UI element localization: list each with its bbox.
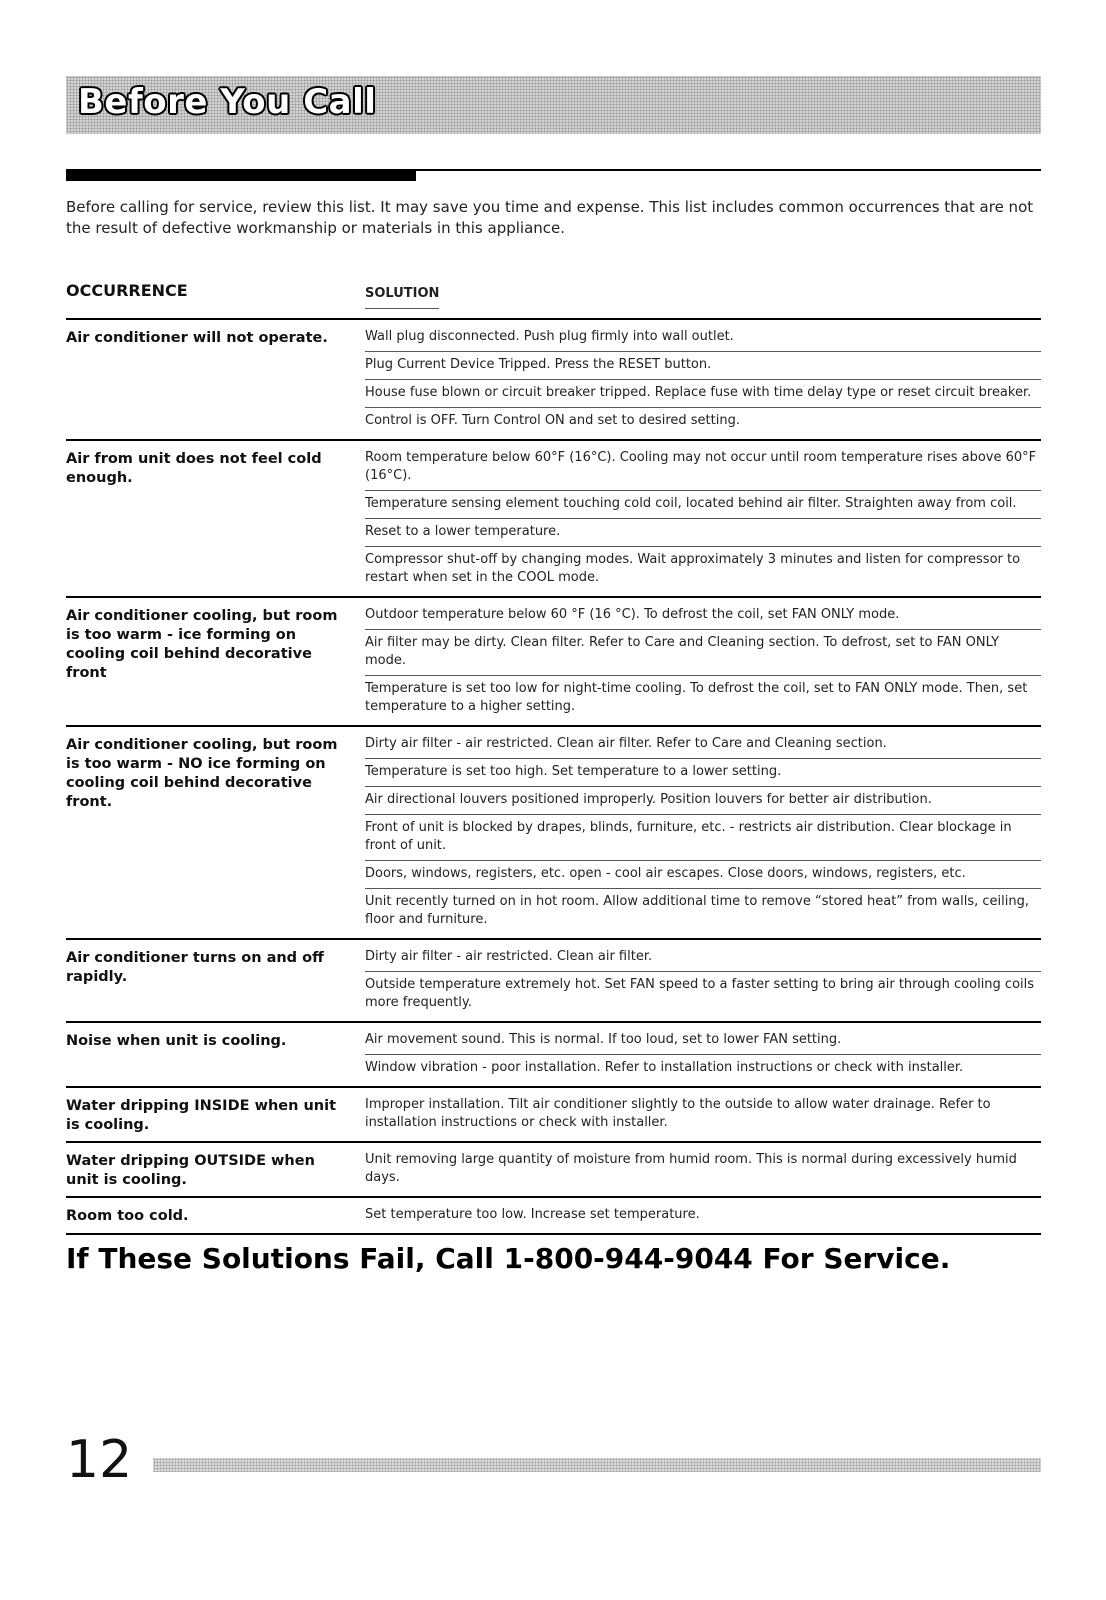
solution-list: [365, 602, 1041, 721]
solution-list: [365, 731, 1041, 934]
service-call-heading: If These Solutions Fail, Call 1-800-944-9044 For Service.: [66, 1242, 951, 1275]
solution-item: Wall plug disconnected. Push plug firmly into wall outlet.: [365, 324, 1041, 352]
table-row: [66, 1196, 1041, 1233]
solution-item: Air filter may be dirty. Clean filter. Refer to Care and Cleaning section. To defrost, set to FAN ONLY mode.: [365, 630, 1041, 676]
table-row: [66, 1141, 1041, 1196]
table-row: [66, 439, 1041, 596]
solution-list: [365, 1027, 1041, 1082]
solution-list: [365, 944, 1041, 1017]
solution-column-header: SOLUTION: [365, 281, 439, 309]
solution-item: Plug Current Device Tripped. Press the RESET button.: [365, 352, 1041, 380]
intro-text: Before calling for service, review this list. It may save you time and expense. This list includes common occurrences that are not the result of defective workmanship or materials in this appliance.: [66, 198, 1034, 237]
solution-item: Set temperature too low. Increase set temperature.: [365, 1207, 700, 1222]
solution-item: Compressor shut-off by changing modes. Wait approximately 3 minutes and listen for compressor to restart when set in the COOL mode.: [365, 552, 1021, 585]
page-title: Before You Call: [78, 82, 377, 122]
occurrence-text: Water dripping OUTSIDE when unit is cooling.: [66, 1153, 315, 1188]
solution-item: Front of unit is blocked by drapes, blinds, furniture, etc. - restricts air distribution. Clear blockage in front of unit.: [365, 815, 1041, 861]
occurrence-text: Air conditioner turns on and off rapidly.: [66, 950, 324, 985]
solution-item: Air movement sound. This is normal. If too loud, set to lower FAN setting.: [365, 1027, 1041, 1055]
header-rule-accent: [66, 169, 416, 181]
occurrence-text: Noise when unit is cooling.: [66, 1033, 287, 1049]
solution-item: Unit removing large quantity of moisture from humid room. This is normal during excessively humid days.: [365, 1152, 1017, 1185]
table-row: [66, 596, 1041, 725]
page-number: 12: [66, 1430, 133, 1490]
occurrence-text: Air conditioner cooling, but room is too warm - NO ice forming on cooling coil behind decorative front.: [66, 737, 338, 810]
table-bottom-rule: [66, 1233, 1041, 1235]
solution-item: Window vibration - poor installation. Refer to installation instructions or check with installer.: [365, 1060, 964, 1075]
solution-item: Unit recently turned on in hot room. Allow additional time to remove “stored heat” from walls, ceiling, floor and furniture.: [365, 894, 1030, 927]
troubleshooting-table: [66, 318, 1041, 1233]
occurrence-text: Air conditioner will not operate.: [66, 330, 328, 346]
solution-item: Temperature sensing element touching cold coil, located behind air filter. Straighten away from coil.: [365, 491, 1041, 519]
solution-item: House fuse blown or circuit breaker tripped. Replace fuse with time delay type or reset circuit breaker.: [365, 380, 1041, 408]
solution-item: Outside temperature extremely hot. Set FAN speed to a faster setting to bring air through cooling coils more frequently.: [365, 977, 1035, 1010]
occurrence-text: Air conditioner cooling, but room is too warm - ice forming on cooling coil behind decorative front: [66, 608, 338, 681]
table-row: [66, 725, 1041, 938]
table-row: [66, 938, 1041, 1021]
occurrence-text: Room too cold.: [66, 1208, 189, 1224]
solution-item: Control is OFF. Turn Control ON and set to desired setting.: [365, 413, 740, 428]
header-banner: [66, 76, 1041, 134]
solution-list: [365, 324, 1041, 435]
solution-item: Temperature is set too high. Set temperature to a lower setting.: [365, 759, 1041, 787]
solution-item: Room temperature below 60°F (16°C). Cooling may not occur until room temperature rises above 60°F (16°C).: [365, 445, 1041, 491]
footer-bar: [153, 1458, 1041, 1472]
table-row: [66, 318, 1041, 439]
occurrence-text: Air from unit does not feel cold enough.: [66, 451, 322, 486]
solution-item: Air directional louvers positioned improperly. Position louvers for better air distribution.: [365, 787, 1041, 815]
table-row: [66, 1086, 1041, 1141]
solution-item: Dirty air filter - air restricted. Clean air filter.: [365, 944, 1041, 972]
solution-list: [365, 1147, 1041, 1192]
solution-item: Reset to a lower temperature.: [365, 519, 1041, 547]
solution-list: [365, 1092, 1041, 1137]
solution-item: Doors, windows, registers, etc. open - cool air escapes. Close doors, windows, registers, etc.: [365, 861, 1041, 889]
table-row: [66, 1021, 1041, 1086]
occurrence-text: Water dripping INSIDE when unit is cooling.: [66, 1098, 337, 1133]
solution-item: Dirty air filter - air restricted. Clean air filter. Refer to Care and Cleaning section.: [365, 731, 1041, 759]
occurrence-column-header: OCCURRENCE: [66, 281, 188, 300]
solution-list: [365, 1202, 1041, 1229]
solution-item: Outdoor temperature below 60 °F (16 °C). To defrost the coil, set FAN ONLY mode.: [365, 602, 1041, 630]
solution-item: Temperature is set too low for night-time cooling. To defrost the coil, set to FAN ONLY mode. Then, set temperature to a higher setting.: [365, 681, 1028, 714]
solution-item: Improper installation. Tilt air conditioner slightly to the outside to allow water drainage. Refer to installation instructions or check with installer.: [365, 1097, 991, 1130]
solution-list: [365, 445, 1041, 592]
